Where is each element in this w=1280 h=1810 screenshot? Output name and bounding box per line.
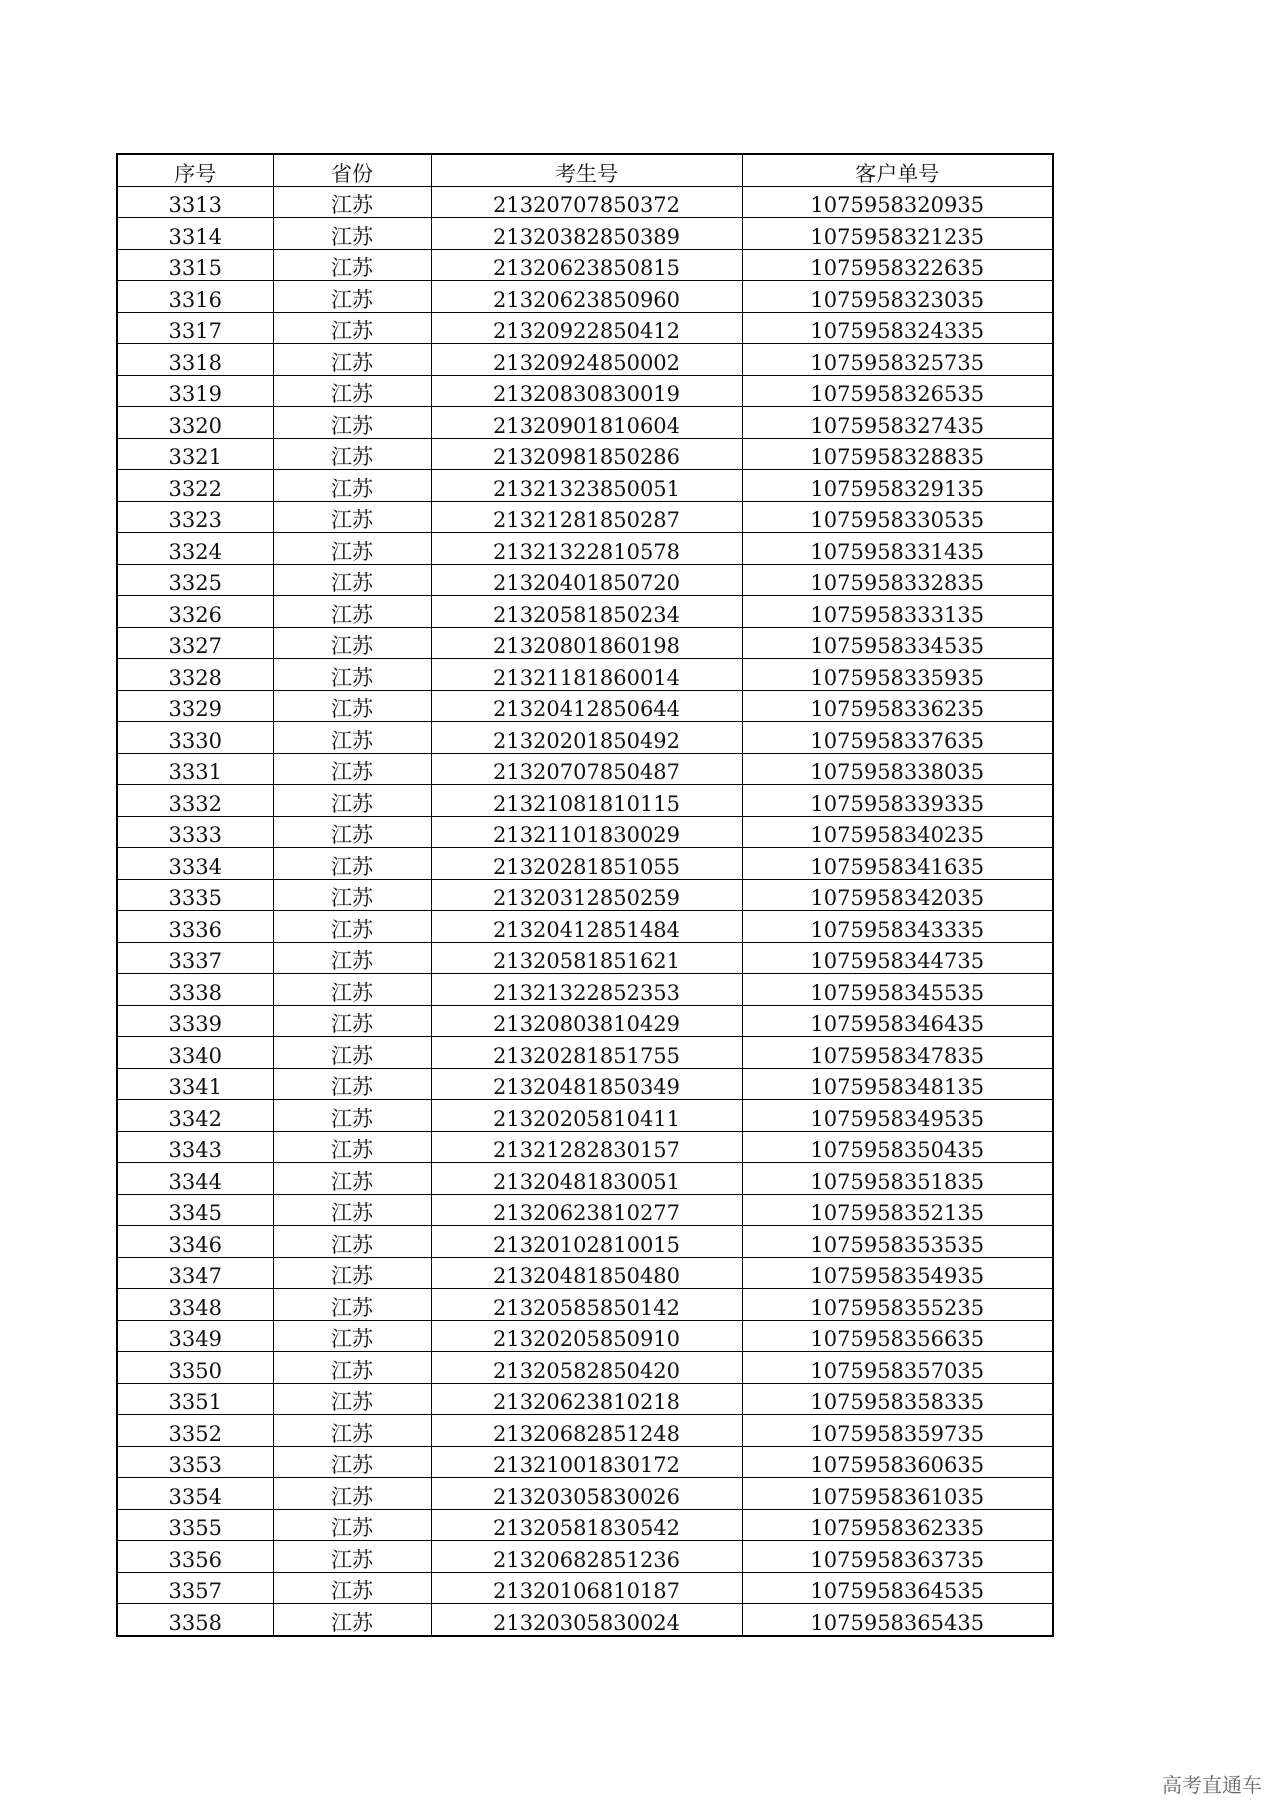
- serial-number-cell: 3326: [117, 596, 273, 628]
- serial-number-cell: 3346: [117, 1226, 273, 1258]
- customer-order-number-cell: 1075958333135: [742, 596, 1053, 628]
- candidate-number-cell: 21320102810015: [431, 1226, 742, 1258]
- province-cell: 江苏: [273, 218, 431, 250]
- serial-number-cell: 3358: [117, 1604, 273, 1636]
- table-row: [117, 1100, 1053, 1132]
- table-row: [117, 1415, 1053, 1447]
- candidate-number-cell: 21320901810604: [431, 407, 742, 439]
- candidate-number-cell: 21320412850644: [431, 690, 742, 722]
- serial-number-cell: 3336: [117, 911, 273, 943]
- serial-number-cell: 3318: [117, 344, 273, 376]
- customer-order-number-cell: 1075958335935: [742, 659, 1053, 691]
- province-cell: 江苏: [273, 1068, 431, 1100]
- serial-number-cell: 3351: [117, 1383, 273, 1415]
- serial-number-cell: 3352: [117, 1415, 273, 1447]
- table-row: [117, 942, 1053, 974]
- province-cell: 江苏: [273, 533, 431, 565]
- customer-order-number-cell: 1075958338035: [742, 753, 1053, 785]
- serial-number-cell: 3320: [117, 407, 273, 439]
- province-cell: 江苏: [273, 974, 431, 1006]
- table-row: [117, 596, 1053, 628]
- customer-order-number-cell: 1075958353535: [742, 1226, 1053, 1258]
- table-row: [117, 533, 1053, 565]
- table-row: [117, 1383, 1053, 1415]
- customer-order-number-cell: 1075958340235: [742, 816, 1053, 848]
- serial-number-cell: 3357: [117, 1572, 273, 1604]
- table-row: [117, 1037, 1053, 1069]
- province-cell: 江苏: [273, 848, 431, 880]
- candidate-number-cell: 21320481850349: [431, 1068, 742, 1100]
- customer-order-number-cell: 1075958344735: [742, 942, 1053, 974]
- customer-order-number-cell: 1075958331435: [742, 533, 1053, 565]
- candidate-number-cell: 21320305830024: [431, 1604, 742, 1636]
- serial-number-cell: 3334: [117, 848, 273, 880]
- customer-order-number-cell: 1075958322635: [742, 249, 1053, 281]
- table-row: [117, 974, 1053, 1006]
- candidate-number-cell: 21320623850960: [431, 281, 742, 313]
- candidate-number-cell: 21320682851236: [431, 1541, 742, 1573]
- province-cell: 江苏: [273, 249, 431, 281]
- customer-order-number-cell: 1075958351835: [742, 1163, 1053, 1195]
- table-row: [117, 690, 1053, 722]
- province-cell: 江苏: [273, 281, 431, 313]
- candidate-number-cell: 21320803810429: [431, 1005, 742, 1037]
- table-row: [117, 407, 1053, 439]
- serial-number-cell: 3323: [117, 501, 273, 533]
- candidate-number-cell: 21320205850910: [431, 1320, 742, 1352]
- customer-order-number-cell: 1075958365435: [742, 1604, 1053, 1636]
- province-cell: 江苏: [273, 1226, 431, 1258]
- serial-number-cell: 3315: [117, 249, 273, 281]
- province-cell: 江苏: [273, 879, 431, 911]
- table-row: [117, 312, 1053, 344]
- candidate-number-cell: 21320707850487: [431, 753, 742, 785]
- customer-order-number-cell: 1075958356635: [742, 1320, 1053, 1352]
- province-cell: 江苏: [273, 1005, 431, 1037]
- customer-order-number-cell: 1075958350435: [742, 1131, 1053, 1163]
- header-candidate-number: 考生号: [431, 154, 742, 186]
- customer-order-number-cell: 1075958330535: [742, 501, 1053, 533]
- province-cell: 江苏: [273, 438, 431, 470]
- candidate-number-cell: 21321081810115: [431, 785, 742, 817]
- province-cell: 江苏: [273, 1352, 431, 1384]
- province-cell: 江苏: [273, 1100, 431, 1132]
- candidate-number-cell: 21320623810277: [431, 1194, 742, 1226]
- customer-order-number-cell: 1075958328835: [742, 438, 1053, 470]
- province-cell: 江苏: [273, 753, 431, 785]
- province-cell: 江苏: [273, 911, 431, 943]
- serial-number-cell: 3328: [117, 659, 273, 691]
- table-row: [117, 1320, 1053, 1352]
- province-cell: 江苏: [273, 1541, 431, 1573]
- table-row: [117, 1352, 1053, 1384]
- header-customer-order-number: 客户单号: [742, 154, 1053, 186]
- serial-number-cell: 3332: [117, 785, 273, 817]
- province-cell: 江苏: [273, 1289, 431, 1321]
- customer-order-number-cell: 1075958357035: [742, 1352, 1053, 1384]
- serial-number-cell: 3344: [117, 1163, 273, 1195]
- province-cell: 江苏: [273, 722, 431, 754]
- province-cell: 江苏: [273, 1037, 431, 1069]
- province-cell: 江苏: [273, 1415, 431, 1447]
- serial-number-cell: 3331: [117, 753, 273, 785]
- customer-order-number-cell: 1075958337635: [742, 722, 1053, 754]
- customer-order-number-cell: 1075958364535: [742, 1572, 1053, 1604]
- province-cell: 江苏: [273, 785, 431, 817]
- customer-order-number-cell: 1075958361035: [742, 1478, 1053, 1510]
- customer-order-number-cell: 1075958349535: [742, 1100, 1053, 1132]
- serial-number-cell: 3327: [117, 627, 273, 659]
- serial-number-cell: 3345: [117, 1194, 273, 1226]
- candidate-number-cell: 21320201850492: [431, 722, 742, 754]
- table-row: [117, 1572, 1053, 1604]
- data-table: [116, 153, 1054, 1637]
- table-row: [117, 1509, 1053, 1541]
- customer-order-number-cell: 1075958326535: [742, 375, 1053, 407]
- table-row: [117, 1446, 1053, 1478]
- customer-order-number-cell: 1075958342035: [742, 879, 1053, 911]
- candidate-number-cell: 21320312850259: [431, 879, 742, 911]
- candidate-number-cell: 21321281850287: [431, 501, 742, 533]
- province-cell: 江苏: [273, 1446, 431, 1478]
- customer-order-number-cell: 1075958363735: [742, 1541, 1053, 1573]
- candidate-number-cell: 21320623810218: [431, 1383, 742, 1415]
- serial-number-cell: 3313: [117, 186, 273, 218]
- table-row: [117, 218, 1053, 250]
- table-row: [117, 375, 1053, 407]
- customer-order-number-cell: 1075958329135: [742, 470, 1053, 502]
- candidate-number-cell: 21320830830019: [431, 375, 742, 407]
- table-row: [117, 1257, 1053, 1289]
- table-row: [117, 627, 1053, 659]
- candidate-number-cell: 21321322852353: [431, 974, 742, 1006]
- serial-number-cell: 3349: [117, 1320, 273, 1352]
- candidate-number-cell: 21321282830157: [431, 1131, 742, 1163]
- candidate-number-cell: 21321181860014: [431, 659, 742, 691]
- customer-order-number-cell: 1075958327435: [742, 407, 1053, 439]
- province-cell: 江苏: [273, 186, 431, 218]
- customer-order-number-cell: 1075958360635: [742, 1446, 1053, 1478]
- serial-number-cell: 3353: [117, 1446, 273, 1478]
- serial-number-cell: 3319: [117, 375, 273, 407]
- serial-number-cell: 3314: [117, 218, 273, 250]
- header-row: [117, 154, 1053, 186]
- serial-number-cell: 3354: [117, 1478, 273, 1510]
- serial-number-cell: 3356: [117, 1541, 273, 1573]
- header-province: 省份: [273, 154, 431, 186]
- province-cell: 江苏: [273, 375, 431, 407]
- serial-number-cell: 3338: [117, 974, 273, 1006]
- customer-order-number-cell: 1075958355235: [742, 1289, 1053, 1321]
- candidate-number-cell: 21320582850420: [431, 1352, 742, 1384]
- serial-number-cell: 3322: [117, 470, 273, 502]
- customer-order-number-cell: 1075958321235: [742, 218, 1053, 250]
- serial-number-cell: 3316: [117, 281, 273, 313]
- serial-number-cell: 3333: [117, 816, 273, 848]
- serial-number-cell: 3337: [117, 942, 273, 974]
- customer-order-number-cell: 1075958323035: [742, 281, 1053, 313]
- customer-order-number-cell: 1075958358335: [742, 1383, 1053, 1415]
- candidate-number-cell: 21320581850234: [431, 596, 742, 628]
- table-row: [117, 911, 1053, 943]
- header-serial-number: 序号: [117, 154, 273, 186]
- candidate-number-cell: 21320981850286: [431, 438, 742, 470]
- customer-order-number-cell: 1075958346435: [742, 1005, 1053, 1037]
- province-cell: 江苏: [273, 344, 431, 376]
- serial-number-cell: 3339: [117, 1005, 273, 1037]
- province-cell: 江苏: [273, 1131, 431, 1163]
- table-row: [117, 1163, 1053, 1195]
- table-row: [117, 564, 1053, 596]
- candidate-number-cell: 21320581851621: [431, 942, 742, 974]
- table-row: [117, 281, 1053, 313]
- province-cell: 江苏: [273, 1163, 431, 1195]
- province-cell: 江苏: [273, 816, 431, 848]
- table-row: [117, 344, 1053, 376]
- province-cell: 江苏: [273, 1257, 431, 1289]
- table-body: [117, 186, 1053, 1636]
- table-row: [117, 438, 1053, 470]
- province-cell: 江苏: [273, 690, 431, 722]
- candidate-number-cell: 21320205810411: [431, 1100, 742, 1132]
- candidate-number-cell: 21320481850480: [431, 1257, 742, 1289]
- customer-order-number-cell: 1075958352135: [742, 1194, 1053, 1226]
- customer-order-number-cell: 1075958325735: [742, 344, 1053, 376]
- serial-number-cell: 3341: [117, 1068, 273, 1100]
- table-row: [117, 659, 1053, 691]
- candidate-number-cell: 21320922850412: [431, 312, 742, 344]
- table-row: [117, 1289, 1053, 1321]
- customer-order-number-cell: 1075958343335: [742, 911, 1053, 943]
- customer-order-number-cell: 1075958320935: [742, 186, 1053, 218]
- table-row: [117, 470, 1053, 502]
- serial-number-cell: 3325: [117, 564, 273, 596]
- candidate-number-cell: 21320682851248: [431, 1415, 742, 1447]
- table-row: [117, 1604, 1053, 1636]
- table-row: [117, 848, 1053, 880]
- candidate-number-cell: 21320924850002: [431, 344, 742, 376]
- candidate-number-cell: 21320106810187: [431, 1572, 742, 1604]
- province-cell: 江苏: [273, 564, 431, 596]
- candidate-number-cell: 21320481830051: [431, 1163, 742, 1195]
- watermark-text: 高考直通车: [1162, 1773, 1262, 1797]
- candidate-number-cell: 21320707850372: [431, 186, 742, 218]
- candidate-number-cell: 21321323850051: [431, 470, 742, 502]
- table-row: [117, 816, 1053, 848]
- province-cell: 江苏: [273, 627, 431, 659]
- serial-number-cell: 3355: [117, 1509, 273, 1541]
- table-row: [117, 753, 1053, 785]
- serial-number-cell: 3343: [117, 1131, 273, 1163]
- customer-order-number-cell: 1075958359735: [742, 1415, 1053, 1447]
- serial-number-cell: 3335: [117, 879, 273, 911]
- serial-number-cell: 3340: [117, 1037, 273, 1069]
- candidate-number-cell: 21320801860198: [431, 627, 742, 659]
- table-row: [117, 249, 1053, 281]
- customer-order-number-cell: 1075958354935: [742, 1257, 1053, 1289]
- table-row: [117, 1005, 1053, 1037]
- customer-order-number-cell: 1075958348135: [742, 1068, 1053, 1100]
- customer-order-number-cell: 1075958336235: [742, 690, 1053, 722]
- province-cell: 江苏: [273, 501, 431, 533]
- province-cell: 江苏: [273, 407, 431, 439]
- candidate-number-cell: 21320412851484: [431, 911, 742, 943]
- customer-order-number-cell: 1075958324335: [742, 312, 1053, 344]
- province-cell: 江苏: [273, 1194, 431, 1226]
- candidate-number-cell: 21320401850720: [431, 564, 742, 596]
- serial-number-cell: 3321: [117, 438, 273, 470]
- customer-order-number-cell: 1075958347835: [742, 1037, 1053, 1069]
- province-cell: 江苏: [273, 659, 431, 691]
- table-row: [117, 1131, 1053, 1163]
- customer-order-number-cell: 1075958341635: [742, 848, 1053, 880]
- province-cell: 江苏: [273, 1572, 431, 1604]
- serial-number-cell: 3317: [117, 312, 273, 344]
- candidate-number-cell: 21321322810578: [431, 533, 742, 565]
- table-row: [117, 722, 1053, 754]
- serial-number-cell: 3347: [117, 1257, 273, 1289]
- serial-number-cell: 3329: [117, 690, 273, 722]
- serial-number-cell: 3330: [117, 722, 273, 754]
- table-row: [117, 1478, 1053, 1510]
- table-row: [117, 186, 1053, 218]
- candidate-number-cell: 21320585850142: [431, 1289, 742, 1321]
- table-row: [117, 879, 1053, 911]
- province-cell: 江苏: [273, 470, 431, 502]
- candidate-number-cell: 21320305830026: [431, 1478, 742, 1510]
- table-row: [117, 785, 1053, 817]
- province-cell: 江苏: [273, 1383, 431, 1415]
- province-cell: 江苏: [273, 312, 431, 344]
- serial-number-cell: 3348: [117, 1289, 273, 1321]
- table-row: [117, 1194, 1053, 1226]
- table-row: [117, 1541, 1053, 1573]
- customer-order-number-cell: 1075958334535: [742, 627, 1053, 659]
- province-cell: 江苏: [273, 1320, 431, 1352]
- candidate-number-cell: 21321101830029: [431, 816, 742, 848]
- customer-order-number-cell: 1075958345535: [742, 974, 1053, 1006]
- province-cell: 江苏: [273, 1604, 431, 1636]
- candidate-number-cell: 21320382850389: [431, 218, 742, 250]
- customer-order-number-cell: 1075958362335: [742, 1509, 1053, 1541]
- customer-order-number-cell: 1075958339335: [742, 785, 1053, 817]
- candidate-number-cell: 21320281851055: [431, 848, 742, 880]
- province-cell: 江苏: [273, 1509, 431, 1541]
- province-cell: 江苏: [273, 942, 431, 974]
- serial-number-cell: 3342: [117, 1100, 273, 1132]
- province-cell: 江苏: [273, 596, 431, 628]
- candidate-number-cell: 21320623850815: [431, 249, 742, 281]
- serial-number-cell: 3350: [117, 1352, 273, 1384]
- table-row: [117, 1068, 1053, 1100]
- candidate-number-cell: 21321001830172: [431, 1446, 742, 1478]
- table-row: [117, 1226, 1053, 1258]
- table-row: [117, 501, 1053, 533]
- customer-order-number-cell: 1075958332835: [742, 564, 1053, 596]
- candidate-number-cell: 21320581830542: [431, 1509, 742, 1541]
- province-cell: 江苏: [273, 1478, 431, 1510]
- serial-number-cell: 3324: [117, 533, 273, 565]
- candidate-number-cell: 21320281851755: [431, 1037, 742, 1069]
